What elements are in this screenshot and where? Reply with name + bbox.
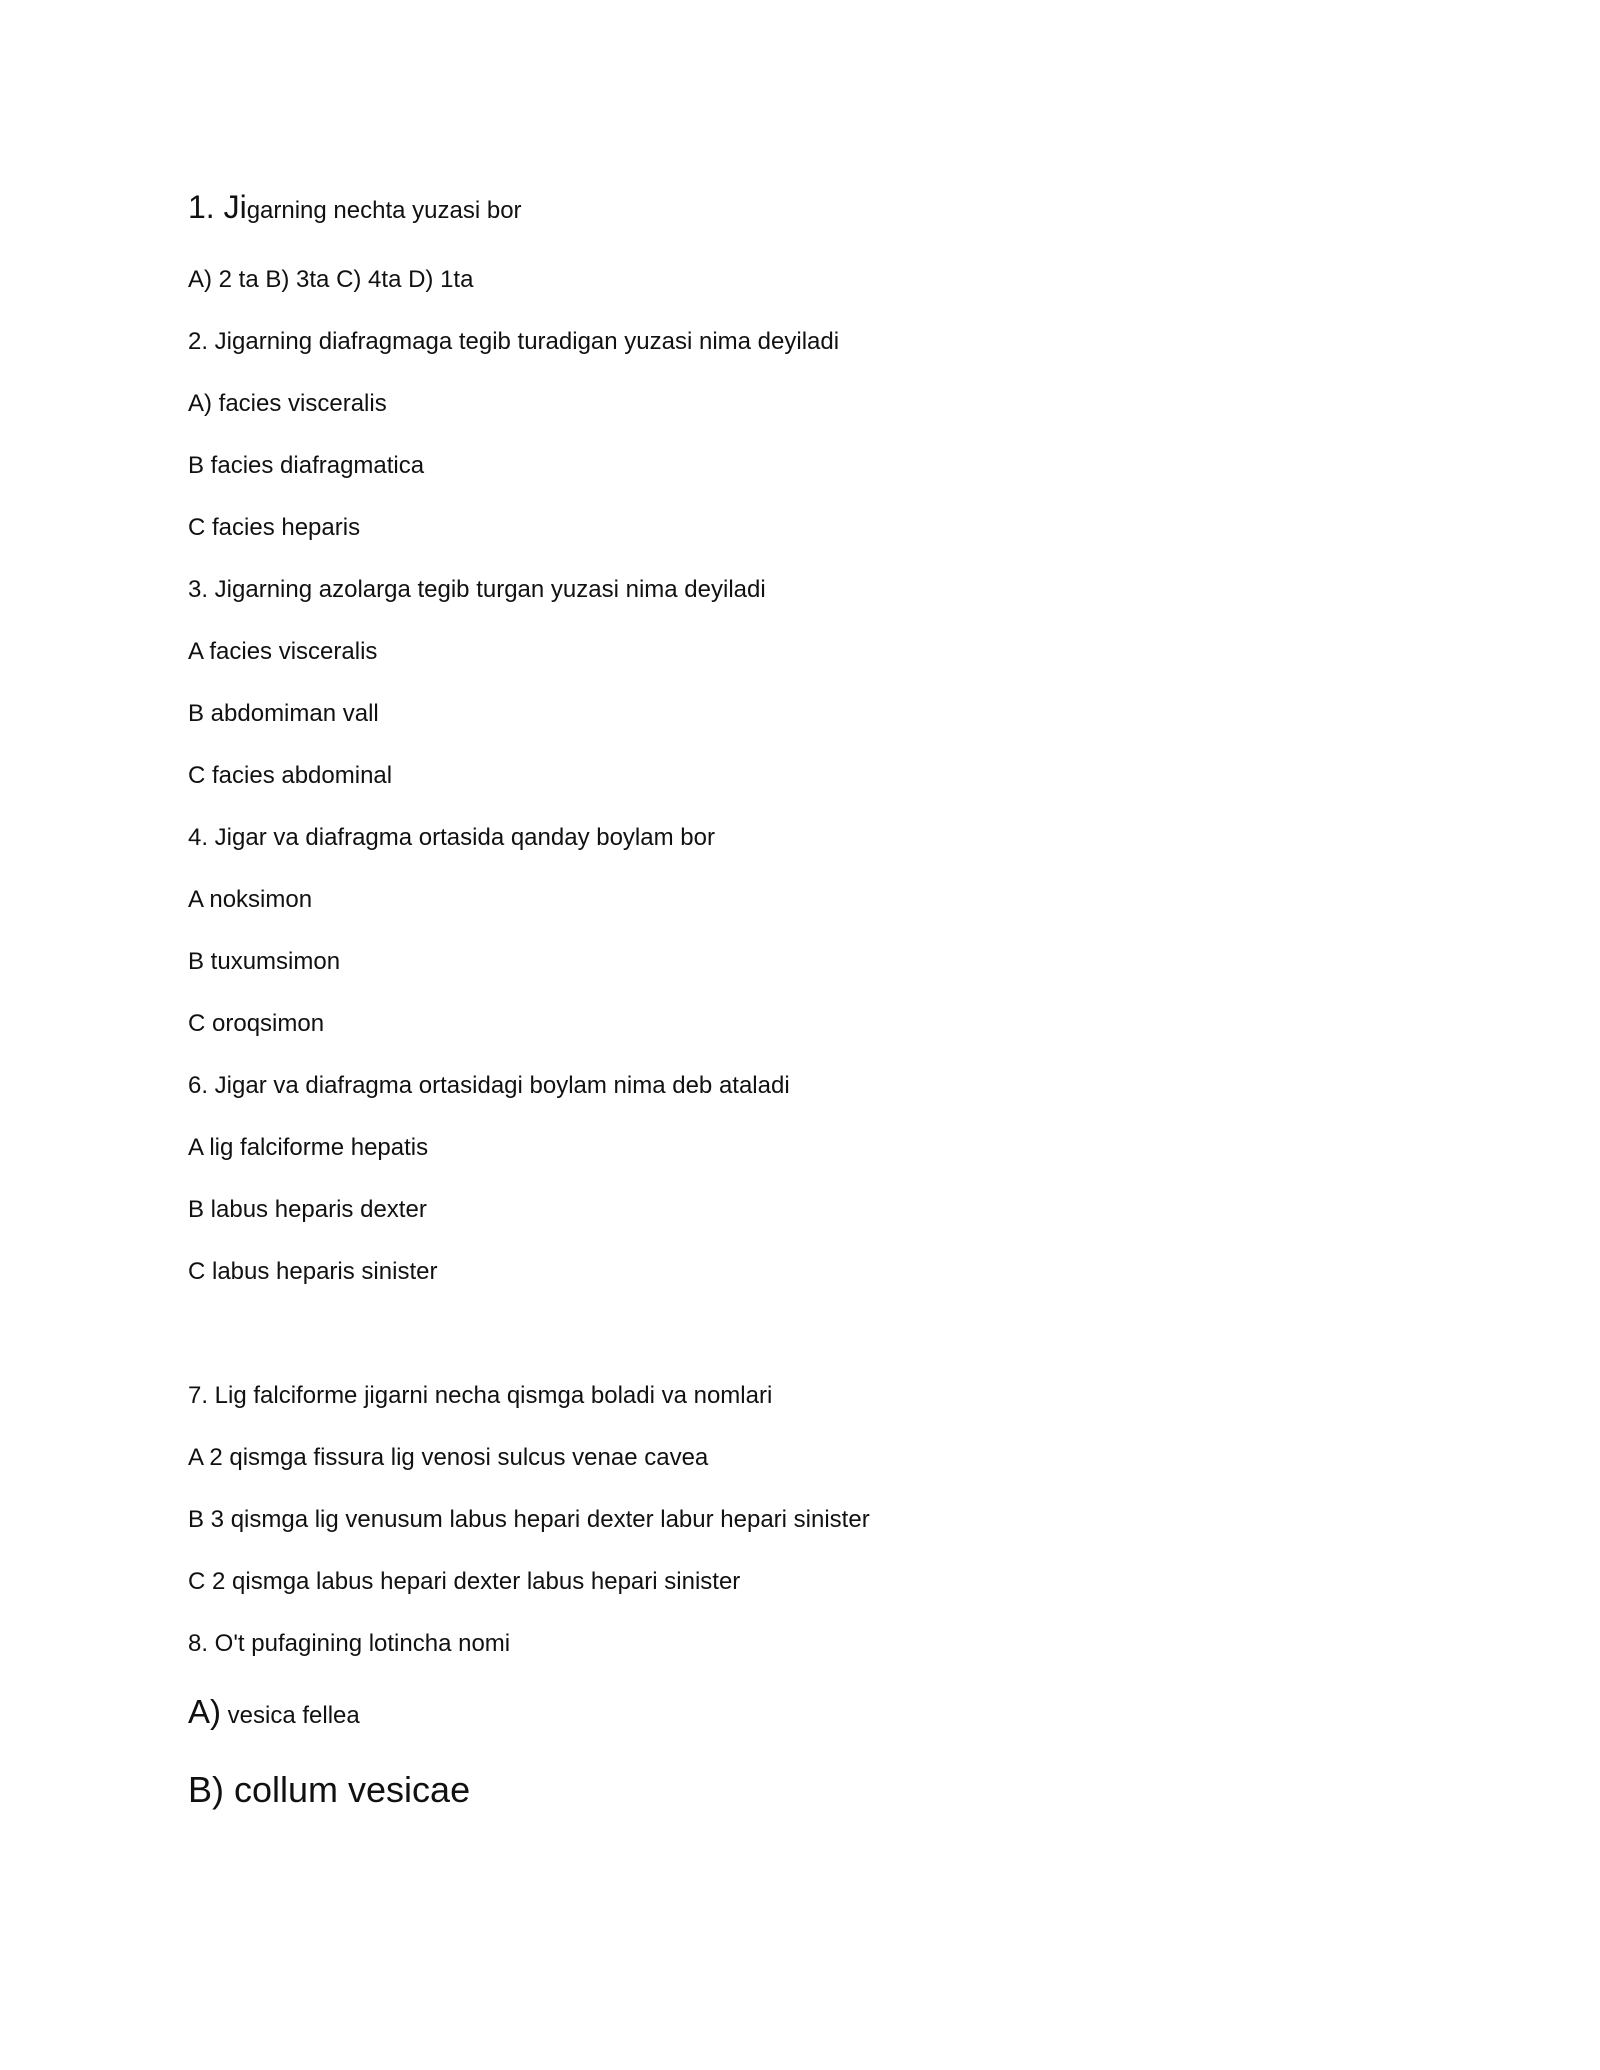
question-6-option-c: C labus heparis sinister [188, 1258, 438, 1285]
question-4-option-a: A noksimon [188, 886, 313, 913]
question-7: 7. Lig falciforme jigarni necha qismga boladi va nomlari [188, 1382, 773, 1409]
question-6-option-b: B labus heparis dexter [188, 1196, 427, 1223]
question-7-option-c: C 2 qismga labus hepari dexter labus hepari sinister [188, 1568, 741, 1595]
question-3-option-c: C facies abdominal [188, 762, 393, 789]
question-2: 2. Jigarning diafragmaga tegib turadigan yuzasi nima deyiladi [188, 328, 840, 355]
question-8-option-b: B) collum vesicae [188, 1769, 471, 1810]
question-3-option-a: A facies visceralis [188, 638, 378, 665]
question-3: 3. Jigarning azolarga tegib turgan yuzasi nima deyiladi [188, 576, 766, 603]
question-8-option-a [188, 1693, 360, 1731]
question-1-text: garning nechta yuzasi bor [246, 197, 522, 224]
question-1 [188, 189, 522, 226]
question-1-options: A) 2 ta B) 3ta C) 4ta D) 1ta [188, 266, 474, 293]
question-7-option-b: B 3 qismga lig venusum labus hepari dexter labur hepari sinister [188, 1506, 870, 1533]
question-2-option-a: A) facies visceralis [188, 390, 387, 417]
question-8: 8. O't pufagining lotincha nomi [188, 1630, 511, 1657]
question-3-option-b: B abdomiman vall [188, 700, 379, 727]
question-2-option-c: C facies heparis [188, 514, 361, 541]
question-4: 4. Jigar va diafragma ortasida qanday boylam bor [188, 824, 715, 851]
question-7-option-a: A 2 qismga fissura lig venosi sulcus venae cavea [188, 1444, 709, 1471]
question-6-option-a: A lig falciforme hepatis [188, 1134, 429, 1161]
question-4-option-b: B tuxumsimon [188, 948, 341, 975]
question-2-option-b: B facies diafragmatica [188, 452, 425, 479]
question-4-option-c: C oroqsimon [188, 1010, 325, 1037]
question-6: 6. Jigar va diafragma ortasidagi boylam nima deb ataladi [188, 1072, 790, 1099]
question-1-number: 1. Ji [188, 189, 247, 225]
question-8-option-a-text: vesica fellea [221, 1702, 360, 1729]
question-8-option-a-prefix: A) [188, 1693, 221, 1730]
